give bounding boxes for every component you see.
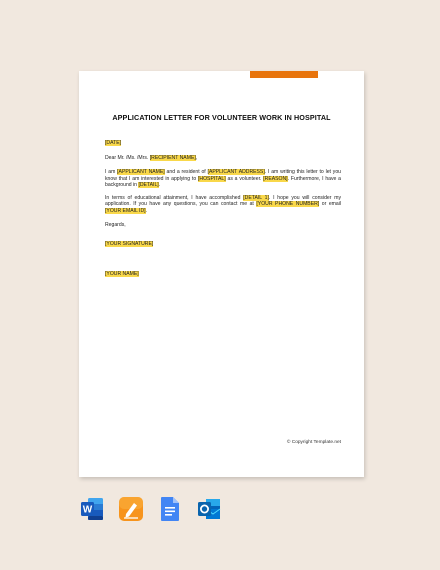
recipient-name-placeholder: [RECIPIENT NAME] [149,154,196,161]
phone-placeholder: [YOUR PHONE NUMBER] [256,201,320,207]
hospital-placeholder: [HOSPITAL] [198,175,226,182]
document-page [79,71,364,477]
closing: Regards, [105,222,126,228]
svg-text:W: W [82,504,93,516]
app-icons [79,496,222,522]
name-placeholder: [YOUR NAME] [105,271,139,277]
name-line [105,271,341,278]
email-placeholder: [YOUR EMAIL ID] [105,207,146,214]
p2-text-2: . I hope you will consider my application. If you have any questions, you can contact me at [105,194,341,207]
accent-bar [250,71,318,78]
p1-text-6: . [158,182,161,188]
salutation-suffix: , [195,154,198,161]
p1-text-2: and a resident of [166,169,206,175]
p1-text-5: . Furthermore, I have a background in [105,175,342,188]
date-placeholder: [DATE] [105,140,122,146]
p1-text-3: . I am writing this letter to let you know that I am interested in applying to [105,169,341,182]
letter-body [105,140,341,278]
salutation-prefix: Dear Mr. /Ms. /Mrs. [105,154,149,161]
detail-placeholder: [DETAIL] [138,182,159,188]
detail-1-placeholder: [DETAIL 1] [243,194,269,201]
reason-placeholder: [REASON] [263,175,288,182]
document-title: APPLICATION LETTER FOR VOLUNTEER WORK IN HOSPITAL [112,113,331,122]
outlook-icon[interactable] [196,496,222,522]
paragraph-2 [105,195,341,215]
applicant-address-placeholder: [APPLICANT ADDRESS] [207,169,265,175]
pages-icon[interactable] [118,496,144,522]
word-icon[interactable] [79,496,105,522]
copyright-notice: © Copyright Template.net [286,440,341,445]
paragraph-1 [105,169,341,189]
p1-text-4: as a volunteer. [227,175,262,182]
applicant-name-placeholder: [APPLICANT NAME] [117,169,165,175]
p1-text-1: I am [105,169,116,175]
google-docs-icon[interactable] [157,496,183,522]
p2-text-3: or email [321,201,341,207]
p2-text-4: . [145,207,147,214]
signature-placeholder: [YOUR SIGNATURE] [105,240,154,247]
p2-text-1: In terms of educational attainment, I have accomplished [105,194,241,201]
